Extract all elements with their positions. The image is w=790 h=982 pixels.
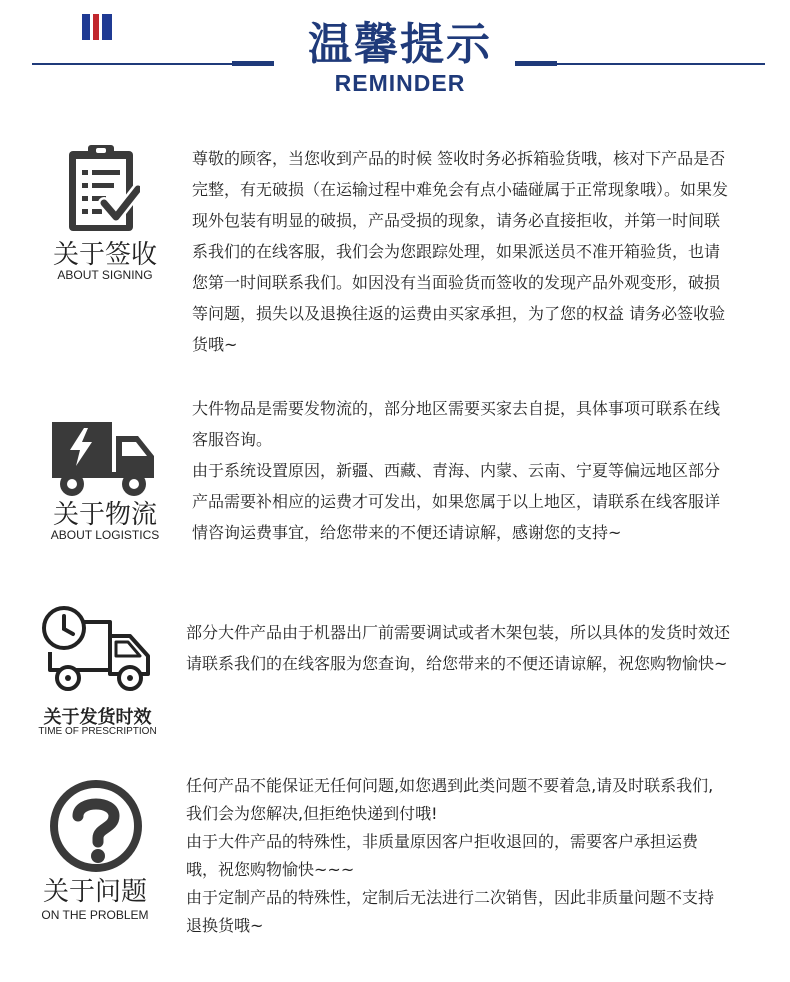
page-title: 温馨提示 — [308, 19, 492, 70]
delivery-truck-icon — [50, 420, 158, 498]
section-title: 关于物流 — [52, 500, 157, 530]
question-circle-icon — [48, 778, 144, 874]
section-paragraph: 由于定制产品的特殊性，定制后无法进行二次销售，因此非质量问题不支持退换货哦~ — [186, 888, 715, 935]
page-subtitle: REMINDER — [334, 70, 466, 96]
header-accent-right — [515, 61, 557, 66]
clipboard-check-icon — [66, 143, 140, 233]
section-paragraph: 部分大件产品由于机器出厂前需要调试或者木架包装，所以具体的发货时效还请联系我们的在线客服为您查询，给您带来的不便还请谅解，祝您购物愉快~ — [186, 623, 731, 673]
section-title: 关于发货时效 — [43, 707, 152, 728]
clock-truck-icon — [40, 606, 154, 692]
section-body — [186, 617, 734, 679]
section-paragraph: 尊敬的顾客，当您收到产品的时候 签收时务必拆箱验货哦，核对下产品是否完整，有无破损（在运输过程中难免会有点小磕碰属于正常现象哦）。如果发现外包装有明显的破损，产品受损的现象，请务必直接拒收，并第一时间联系我们的在线客服，我们会为您跟踪处理，如果派送员不准开箱验货，也请您第一时间联系我们。如因没有当面验货而签收的发现产品外观变形，破损等问题，损失以及退换往返的运费由买家承担，为了您的权益 请务必签收验货哦~ — [192, 149, 729, 354]
section-paragraph: 由于系统设置原因，新疆、西藏、青海、内蒙、云南、宁夏等偏远地区部分产品需要补相应的运费才可发出，如果您属于以上地区，请联系在线客服详情咨询运费事宜，给您带来的不便还请谅解，感谢您的支持~ — [192, 461, 721, 542]
section-paragraph: 由于大件产品的特殊性，非质量原因客户拒收退回的，需要客户承担运费哦，祝您购物愉快~~~ — [186, 832, 699, 879]
section-title: 关于问题 — [42, 877, 147, 907]
section-title: 关于签收 — [52, 240, 157, 270]
section-body — [192, 393, 732, 548]
section-subtitle: TIME OF PRESCRIPTION — [38, 726, 157, 737]
brand-flag-logo — [82, 14, 112, 40]
section-body — [186, 772, 726, 940]
section-subtitle: ON THE PROBLEM — [41, 908, 149, 922]
section-subtitle: ABOUT LOGISTICS — [50, 528, 160, 542]
section-paragraph: 任何产品不能保证无任何问题,如您遇到此类问题不要着急,请及时联系我们,我们会为您解决,但拒绝快递到付哦! — [186, 776, 714, 823]
section-subtitle: ABOUT SIGNING — [57, 268, 153, 282]
section-paragraph: 大件物品是需要发物流的，部分地区需要买家去自提，具体事项可联系在线客服咨询。 — [192, 399, 721, 449]
header-accent-left — [232, 61, 274, 66]
section-body — [192, 143, 732, 360]
